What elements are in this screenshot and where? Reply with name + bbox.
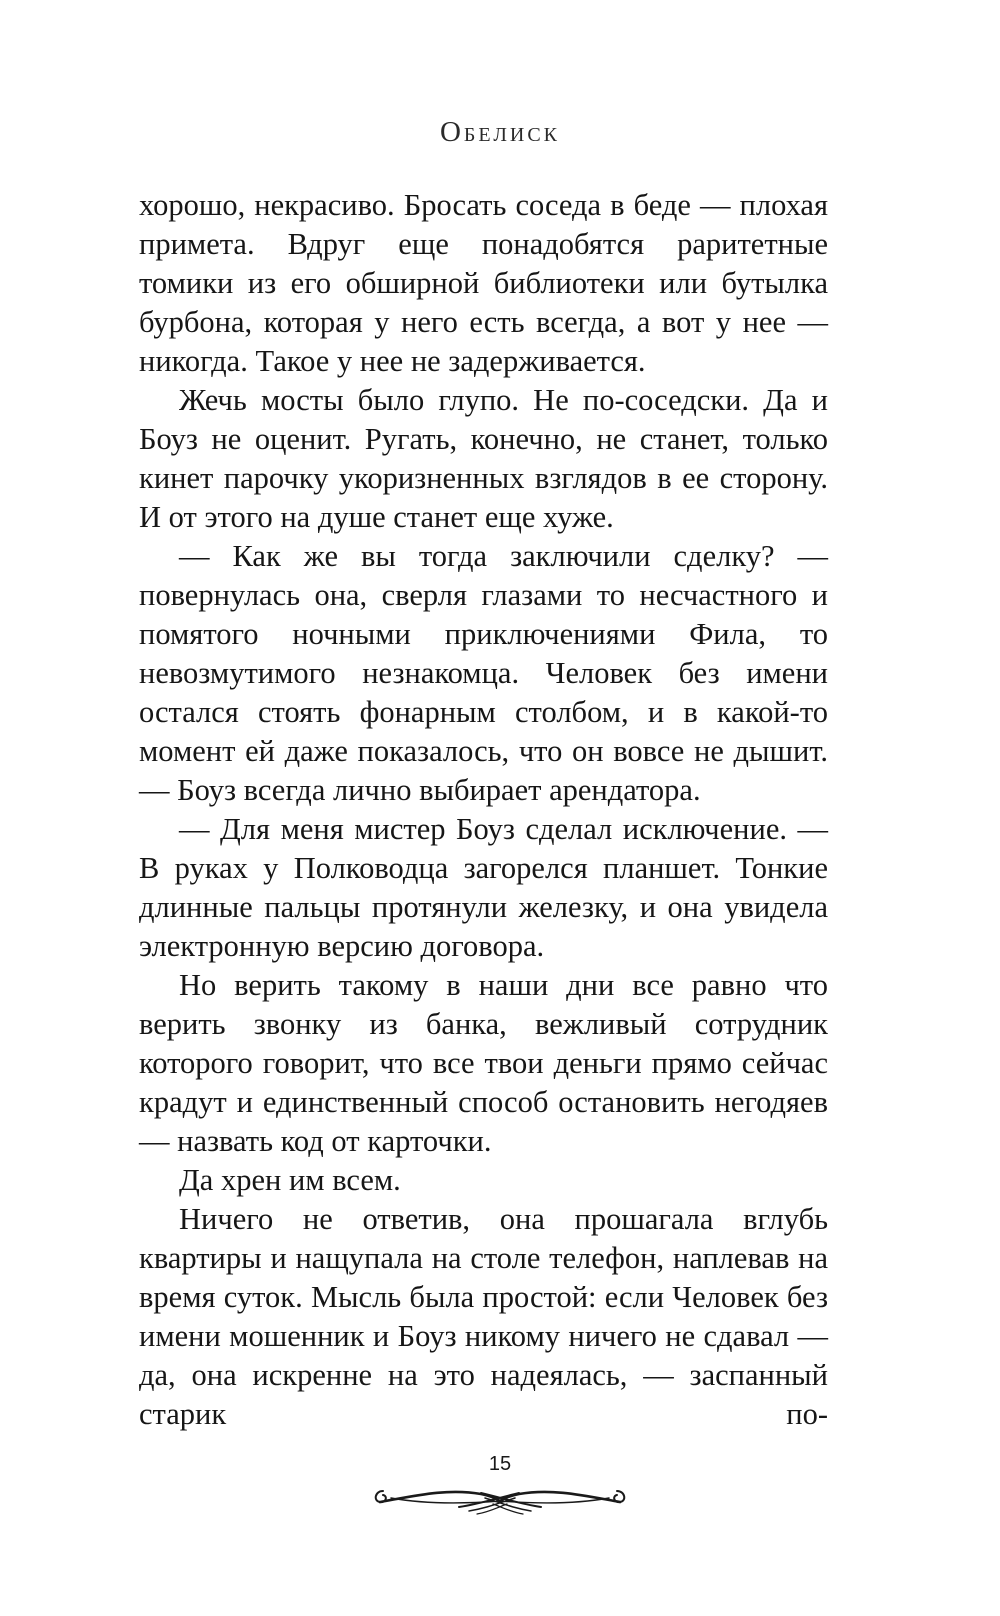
paragraph: хорошо, некрасиво. Бросать соседа в беде — плохая примета. Вдруг еще понадобятся раритетные томики из его обширной библиотеки или бутылка бурбона, которая у него есть всегда, а вот у нее — никогда. Такое у нее не задерживается.	[139, 188, 828, 378]
paragraph: — Как же вы тогда заключили сделку? — повернулась она, сверля глазами то несчастного и помятого ночными приключениями Фила, то невозмутимого незнакомца. Человек без имени остался стоять фонарным столбом, и в какой-то момент ей даже показалось, что он вовсе не дышит. — Боуз всегда лично выбирает арендатора.	[139, 539, 828, 807]
paragraph: Но верить такому в наши дни все равно что верить звонку из банка, вежливый сотрудник которого говорит, что все твои деньги прямо сейчас крадут и единственный способ остановить негодяев — назвать код от карточки.	[139, 968, 828, 1158]
page-number: 15	[488, 1453, 512, 1475]
paragraph: Жечь мосты было глупо. Не по-соседски. Да и Боуз не оценит. Ругать, конечно, не станет, только кинет парочку укоризненных взглядов в ее сторону. И от этого на душе станет еще хуже.	[139, 383, 828, 534]
body-text	[139, 186, 828, 1434]
paragraph: Да хрен им всем.	[179, 1163, 401, 1197]
scroll-flourish-icon	[369, 1474, 631, 1518]
paragraph: — Для меня мистер Боуз сделал исключение. — В руках у Полководца загорелся планшет. Тонкие длинные пальцы протянули железку, и она увидела электронную версию договора.	[139, 812, 828, 963]
paragraph: Ничего не ответив, она прошагала вглубь квартиры и нащупала на столе телефон, наплевав на время суток. Мысль была простой: если Человек без имени мошенник и Боуз никому ничего не сдавал — да, она искренне на это надеялась, — заспанный старик по-	[139, 1202, 828, 1431]
running-head: Обелиск	[439, 116, 561, 148]
